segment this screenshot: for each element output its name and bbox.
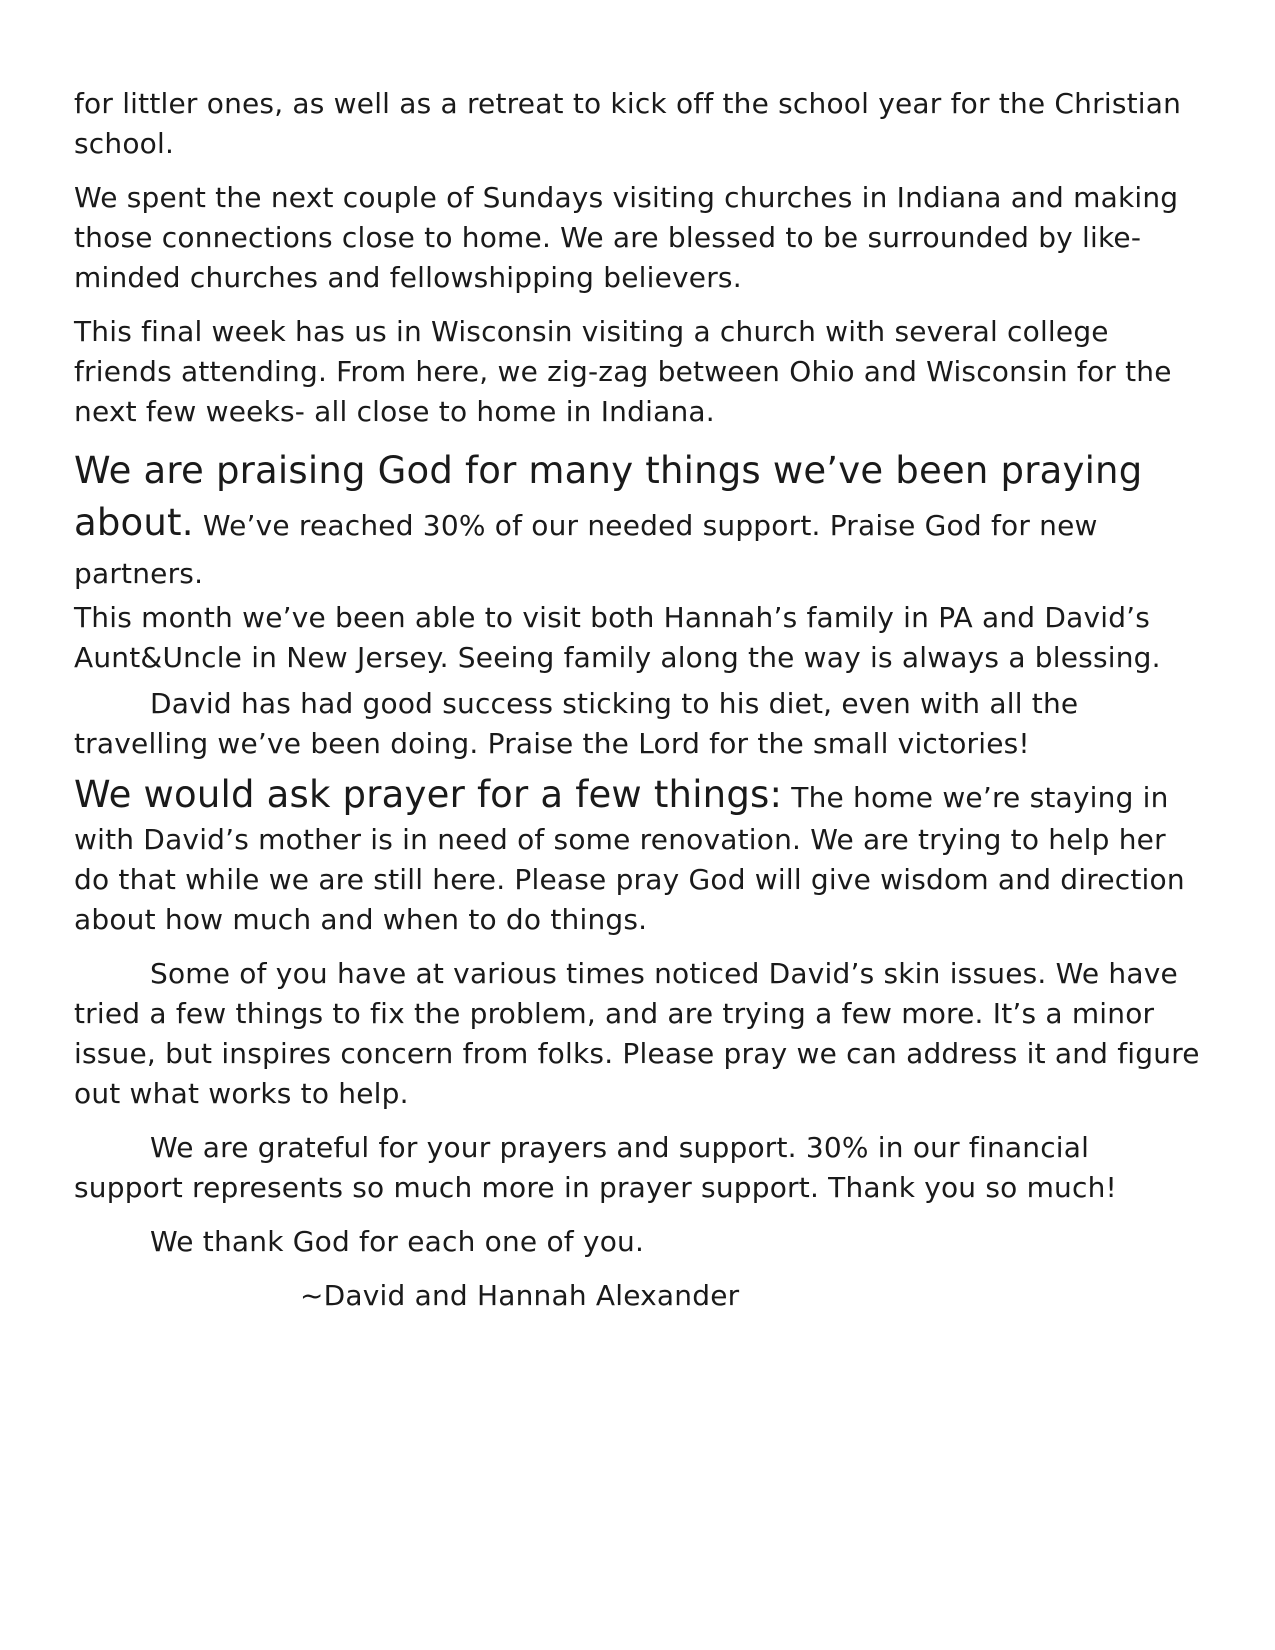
- praise-heading: We are praising God for many things we’ve been praying about.: [74, 449, 1143, 544]
- paragraph-indiana-churches: We spent the next couple of Sundays visiting churches in Indiana and making those connections close to home. We are blessed to be surrounded by like-minded churches and fellowshipping believers.: [74, 181, 1179, 294]
- paragraph-thanks: We thank God for each one of you.: [150, 1225, 645, 1258]
- paragraph-family-visit: This month we’ve been able to visit both Hannah’s family in PA and David’s Aunt&Uncle in New Jersey. Seeing family along the way is always a blessing.: [74, 601, 1161, 674]
- paragraph-skin-issues: Some of you have at various times noticed David’s skin issues. We have tried a few things to fix the problem, and are trying a few more. It’s a minor issue, but inspires concern from folks. Please pray we can address it and figure out what works to help.: [74, 957, 1200, 1110]
- paragraph-retreat: for littler ones, as well as a retreat to kick off the school year for the Christian school.: [74, 87, 1182, 160]
- paragraph-diet: David has had good success sticking to his diet, even with all the travelling we’ve been doing. Praise the Lord for the small victories!: [74, 687, 1079, 760]
- paragraph-prayer: [74, 770, 1204, 940]
- letter-body: [74, 84, 1204, 1330]
- prayer-text: The home we’re staying in with David’s mother is in need of some renovation. We are trying to help her do that while we are still here. Please pray God will give wisdom and direction about how much and when to do things.: [74, 781, 1185, 936]
- paragraph-praise: [74, 446, 1204, 598]
- paragraph-wisconsin: This final week has us in Wisconsin visiting a church with several college friends attending. From here, we zig-zag between Ohio and Wisconsin for the next few weeks- all close to home in Indiana.: [74, 315, 1172, 428]
- prayer-heading: We would ask prayer for a few things:: [74, 773, 783, 816]
- signature: ~David and Hannah Alexander: [300, 1279, 740, 1312]
- praise-text: We’ve reached 30% of our needed support. Praise God for new partners.: [74, 509, 1098, 590]
- paragraph-gratitude: We are grateful for your prayers and support. 30% in our financial support represents so much more in prayer support. Thank you so much!: [74, 1131, 1117, 1204]
